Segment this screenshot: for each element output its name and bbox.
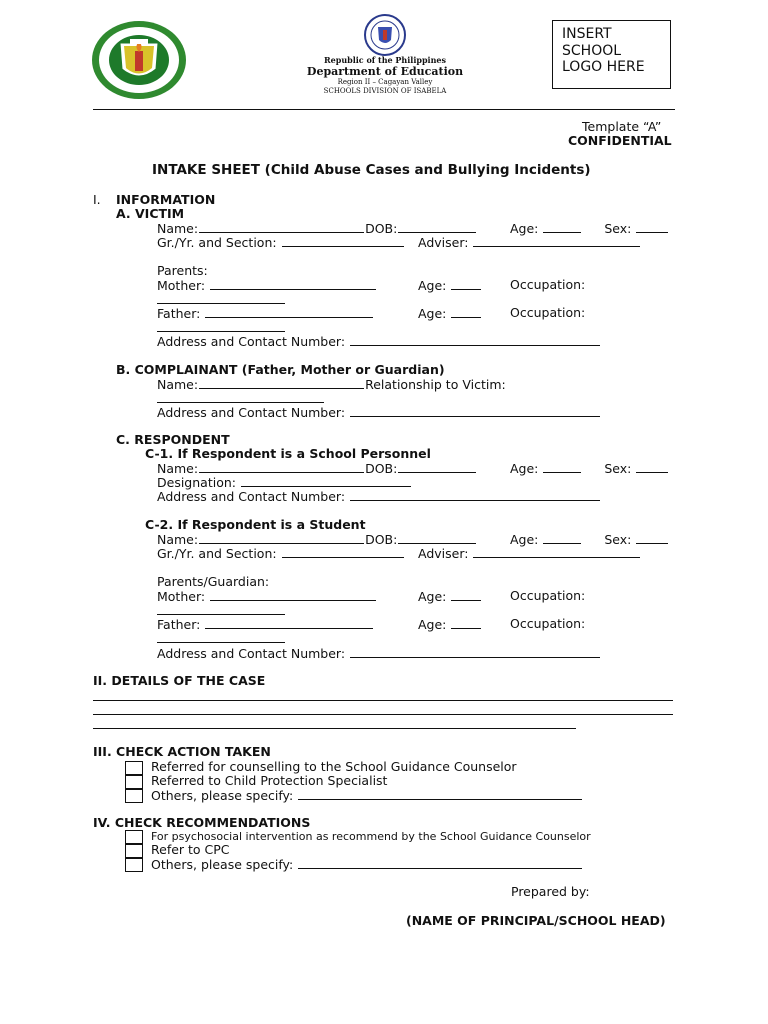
complainant-name-label: Name: [157, 377, 199, 392]
victim-grade-field[interactable] [282, 235, 404, 247]
c1-name-label: Name: [157, 461, 199, 476]
victim-name-label: Name: [157, 221, 199, 236]
victim-father-field[interactable] [205, 306, 373, 318]
action-item-3: Others, please specify: [151, 788, 294, 803]
recommendation-item-3-row [151, 857, 583, 872]
victim-mother-occupation-label: Occupation: [510, 277, 586, 292]
victim-mother-label: Mother: [157, 278, 206, 293]
c1-dob-field[interactable] [398, 461, 476, 473]
republic-label: Republic of the Philippines [323, 55, 446, 65]
recommendation-checkbox-1[interactable] [125, 830, 143, 844]
c1-age-field[interactable] [543, 461, 581, 473]
action-checkbox-3[interactable] [125, 789, 143, 803]
victim-mother-age-label: Age: [418, 278, 447, 293]
c2-mother-occupation-label: Occupation: [510, 588, 586, 603]
recommendation-item-3: Others, please specify: [151, 857, 294, 872]
c2-name-row [157, 532, 477, 547]
c2-mother-age-label: Age: [418, 589, 447, 604]
victim-adviser-row [418, 235, 641, 250]
logo-placeholder-line-1: INSERT [562, 26, 612, 42]
c2-grade-row [157, 546, 405, 561]
c2-grade-field[interactable] [282, 546, 404, 558]
c1-address-label: Address and Contact Number: [157, 489, 346, 504]
c2-mother-occupation-field[interactable] [157, 603, 285, 615]
c2-father-occupation-field[interactable] [157, 631, 285, 643]
section-i-number: I. [93, 192, 101, 207]
c2-name-label: Name: [157, 532, 199, 547]
complainant-name-row [157, 377, 506, 392]
victim-name-row [157, 221, 477, 236]
victim-address-field[interactable] [350, 334, 600, 346]
c1-address-row [157, 489, 601, 504]
department-label: Department of Education [306, 65, 464, 78]
section-ii-heading: II. DETAILS OF THE CASE [93, 673, 266, 688]
victim-adviser-label: Adviser: [418, 235, 469, 250]
division-label: SCHOOLS DIVISION OF ISABELA [323, 87, 447, 95]
victim-sex-label: Sex: [604, 221, 632, 236]
recommendation-item-1: For psychosocial intervention as recommend by the School Guidance Counselor [151, 830, 591, 843]
logo-placeholder-line-2: SCHOOL [562, 42, 622, 59]
signatory-name: (NAME OF PRINCIPAL/SCHOOL HEAD) [406, 913, 666, 928]
c2-father-field[interactable] [205, 617, 373, 629]
c2-mother-row [157, 589, 377, 604]
complainant-relationship-label: Relationship to Victim: [365, 377, 506, 392]
complainant-heading: B. COMPLAINANT (Father, Mother or Guardian) [116, 362, 445, 377]
prepared-by-label: Prepared by: [511, 884, 590, 899]
c2-age-label: Age: [510, 532, 539, 547]
victim-age-field[interactable] [543, 221, 581, 233]
victim-father-age-label: Age: [418, 306, 447, 321]
c2-adviser-row [418, 546, 641, 561]
details-line-2[interactable] [93, 702, 673, 715]
c2-address-label: Address and Contact Number: [157, 646, 346, 661]
victim-age-sex [510, 221, 669, 236]
c2-mother-age-row [418, 589, 482, 604]
victim-father-age-field[interactable] [451, 306, 481, 318]
respondent-c1-heading: C-1. If Respondent is a School Personnel [145, 446, 431, 461]
c2-grade-label: Gr./Yr. and Section: [157, 546, 277, 561]
victim-mother-field[interactable] [210, 278, 376, 290]
respondent-c2-heading: C-2. If Respondent is a Student [145, 517, 366, 532]
action-item-1: Referred for counselling to the School Guidance Counselor [151, 759, 517, 774]
template-label: Template “A” [582, 119, 662, 134]
confidential-label: CONFIDENTIAL [568, 133, 672, 148]
c1-sex-label: Sex: [604, 461, 632, 476]
section-iii-heading: III. CHECK ACTION TAKEN [93, 744, 271, 759]
action-others-field[interactable] [298, 788, 582, 800]
c2-parents-label: Parents/Guardian: [157, 574, 270, 589]
complainant-address-row [157, 405, 601, 420]
recommendation-item-2: Refer to CPC [151, 842, 230, 857]
deped-seal-icon [363, 13, 407, 57]
respondent-heading: C. RESPONDENT [116, 432, 230, 447]
c2-address-row [157, 646, 601, 661]
c2-name-field[interactable] [199, 532, 364, 544]
c2-age-sex [510, 532, 669, 547]
victim-mother-age-field[interactable] [451, 278, 481, 290]
c2-father-age-field[interactable] [451, 617, 481, 629]
victim-dob-field[interactable] [398, 221, 476, 233]
c2-address-field[interactable] [350, 646, 600, 658]
region-label: Region II – Cagayan Valley [337, 78, 433, 86]
c2-father-age-row [418, 617, 482, 632]
c2-sex-label: Sex: [604, 532, 632, 547]
c1-designation-field[interactable] [241, 475, 411, 487]
c2-sex-field[interactable] [636, 532, 668, 544]
recommendation-others-field[interactable] [298, 857, 582, 869]
c1-name-field[interactable] [199, 461, 364, 473]
c1-designation-row [157, 475, 412, 490]
victim-dob-label: DOB: [365, 221, 398, 236]
victim-mother-occupation-field[interactable] [157, 292, 285, 304]
c1-age-sex [510, 461, 669, 476]
c1-address-field[interactable] [350, 489, 600, 501]
victim-parents-label: Parents: [157, 263, 208, 278]
c2-mother-field[interactable] [210, 589, 376, 601]
victim-sex-field[interactable] [636, 221, 668, 233]
victim-heading: A. VICTIM [116, 206, 185, 221]
victim-father-occupation-field[interactable] [157, 320, 285, 332]
school-logo-placeholder [552, 20, 671, 89]
details-line-1[interactable] [93, 688, 673, 701]
c1-dob-label: DOB: [365, 461, 398, 476]
victim-age-label: Age: [510, 221, 539, 236]
complainant-name-field[interactable] [199, 377, 364, 389]
section-iv-heading: IV. CHECK RECOMMENDATIONS [93, 815, 311, 830]
c2-dob-label: DOB: [365, 532, 398, 547]
c1-designation-label: Designation: [157, 475, 236, 490]
c2-adviser-label: Adviser: [418, 546, 469, 561]
c2-father-label: Father: [157, 617, 201, 632]
c2-father-row [157, 617, 374, 632]
complainant-address-label: Address and Contact Number: [157, 405, 346, 420]
victim-mother-age-row [418, 278, 482, 293]
details-line-3[interactable] [93, 716, 576, 729]
victim-name-field[interactable] [199, 221, 364, 233]
victim-address-label: Address and Contact Number: [157, 334, 346, 349]
complainant-address-field[interactable] [350, 405, 600, 417]
complainant-relationship-field[interactable] [157, 391, 324, 403]
victim-father-occupation-label: Occupation: [510, 305, 586, 320]
c1-sex-field[interactable] [636, 461, 668, 473]
recommendation-checkbox-2[interactable] [125, 844, 143, 858]
page-title: INTAKE SHEET (Child Abuse Cases and Bullying Incidents) [152, 162, 591, 178]
recommendation-checkbox-3[interactable] [125, 858, 143, 872]
c2-father-occupation-label: Occupation: [510, 616, 586, 631]
victim-adviser-field[interactable] [473, 235, 640, 247]
victim-father-row [157, 306, 374, 321]
victim-mother-row [157, 278, 377, 293]
c2-dob-field[interactable] [398, 532, 476, 544]
victim-grade-label: Gr./Yr. and Section: [157, 235, 277, 250]
c2-father-age-label: Age: [418, 617, 447, 632]
c2-adviser-field[interactable] [473, 546, 640, 558]
action-checkbox-2[interactable] [125, 775, 143, 789]
c2-mother-label: Mother: [157, 589, 206, 604]
c1-name-row [157, 461, 477, 476]
c1-age-label: Age: [510, 461, 539, 476]
action-checkbox-1[interactable] [125, 761, 143, 775]
action-item-3-row [151, 788, 583, 803]
victim-father-age-row [418, 306, 482, 321]
section-i-heading: INFORMATION [116, 192, 216, 207]
victim-address-row [157, 334, 601, 349]
division-seal-logo [90, 19, 188, 101]
c2-mother-age-field[interactable] [451, 589, 481, 601]
c2-age-field[interactable] [543, 532, 581, 544]
action-item-2: Referred to Child Protection Specialist [151, 773, 388, 788]
logo-placeholder-line-3: LOGO HERE [562, 59, 645, 75]
victim-father-label: Father: [157, 306, 201, 321]
header-divider [93, 109, 675, 110]
victim-grade-row [157, 235, 405, 250]
